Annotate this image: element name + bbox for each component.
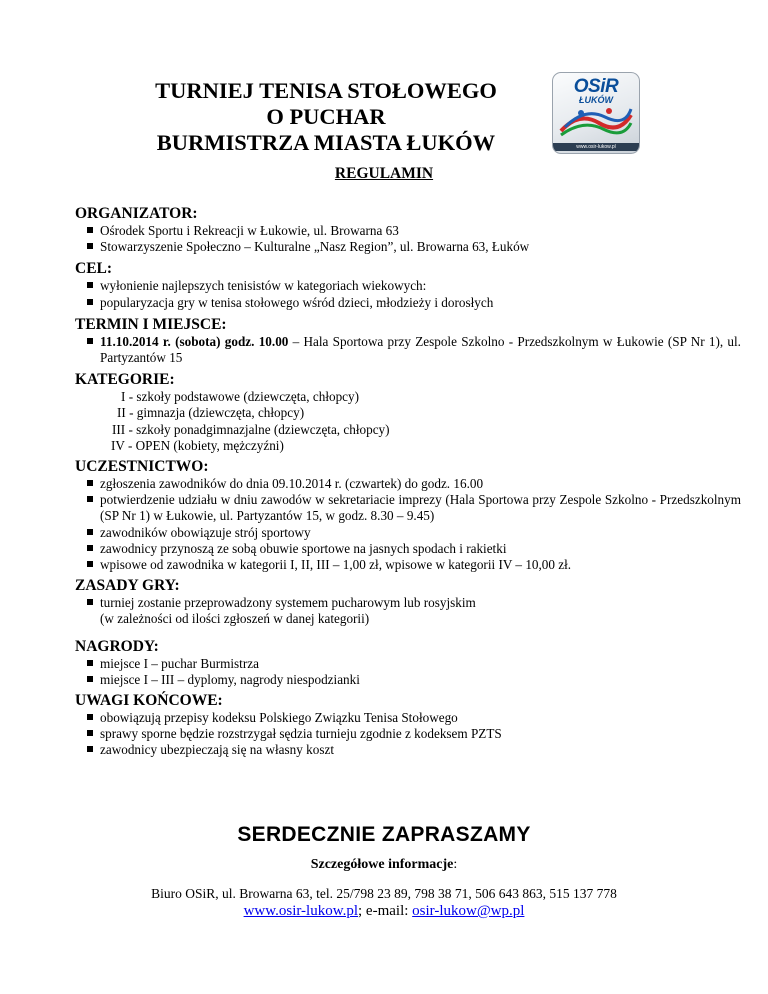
list-item: zgłoszenia zawodników do dnia 09.10.2014 r. (czwartek) do godz. 16.00 <box>75 476 741 492</box>
website-link[interactable]: www.osir-lukow.pl <box>243 903 358 919</box>
termin-list <box>75 334 741 366</box>
title-line-2: O PUCHAR <box>266 104 386 129</box>
list-item: miejsce I – III – dyplomy, nagrody niespodzianki <box>75 672 741 688</box>
bullet-icon <box>87 480 93 486</box>
email-separator: ; e-mail: <box>358 903 413 919</box>
invitation-heading: SERDECZNIE ZAPRASZAMY <box>237 823 531 846</box>
section-heading: NAGRODY: <box>75 637 159 655</box>
bullet-icon <box>87 338 93 344</box>
section-heading: CEL: <box>75 260 113 278</box>
list-item: obowiązują przepisy kodeksu Polskiego Związku Tenisa Stołowego <box>75 710 741 726</box>
links-line <box>0 903 768 920</box>
contact-info: Biuro OSiR, ul. Browarna 63, tel. 25/798 23 89, 798 38 71, 506 643 863, 515 137 778 <box>151 886 617 901</box>
list-item <box>75 334 741 366</box>
uczestnictwo-list <box>75 476 741 573</box>
event-date: 11.10.2014 r. (sobota) godz. 10.00 <box>100 333 289 349</box>
bullet-icon <box>87 714 93 720</box>
section-cel <box>75 260 741 310</box>
bullet-icon <box>87 676 93 682</box>
title-line-1: TURNIEJ TENISA STOŁOWEGO <box>155 78 497 103</box>
cel-list <box>75 278 741 310</box>
list-item: zawodników obowiązuje strój sportowy <box>75 525 741 541</box>
list-item: potwierdzenie udziału w dniu zawodów w sekretariacie imprezy (Hala Sportowa przy Zespole Szkolno - Przedszkolnym (SP Nr 1) w Łukowie, ul. Partyzantów 15, w godz. 8.30 – 9.45) <box>75 492 741 524</box>
list-item: Stowarzyszenie Społeczno – Kulturalne „Nasz Region”, ul. Browarna 63, Łuków <box>75 239 741 255</box>
list-item: wyłonienie najlepszych tenisistów w kategoriach wiekowych: <box>75 278 741 294</box>
kategorie-list <box>75 389 741 454</box>
bullet-icon <box>87 299 93 305</box>
category-item: III - szkoły ponadgimnazjalne (dziewczęta, chłopcy) <box>112 421 390 437</box>
organizator-list <box>75 223 741 255</box>
bullet-icon <box>87 227 93 233</box>
bullet-icon <box>87 561 93 567</box>
email-link[interactable]: osir-lukow@wp.pl <box>412 903 525 919</box>
bullet-icon <box>87 660 93 666</box>
section-kategorie <box>75 371 741 454</box>
list-item: popularyzacja gry w tenisa stołowego wśród dzieci, młodzieży i dorosłych <box>75 295 741 311</box>
osir-lukow-logo <box>552 72 640 154</box>
list-item: zawodnicy przynoszą ze sobą obuwie sportowe na jasnych spodach i rakietki <box>75 541 741 557</box>
zasady-list <box>75 595 741 627</box>
section-heading: ZASADY GRY: <box>75 577 180 595</box>
section-uczestnictwo <box>75 458 741 573</box>
list-item: zawodnicy ubezpieczają się na własny koszt <box>75 742 741 758</box>
list-item: wpisowe od zawodnika w kategorii I, II, III – 1,00 zł, wpisowe w kategorii IV – 10,00 zł. <box>75 557 741 573</box>
list-item: turniej zostanie przeprowadzony systemem pucharowym lub rosyjskim (w zależności od ilości zgłoszeń w danej kategorii) <box>75 595 741 627</box>
bullet-icon <box>87 730 93 736</box>
bullet-icon <box>87 243 93 249</box>
section-termin <box>75 316 741 366</box>
section-organizator <box>75 205 741 255</box>
logo-subtext: ŁUKÓW <box>579 95 613 105</box>
section-zasady <box>75 577 741 627</box>
section-heading: TERMIN I MIEJSCE: <box>75 315 227 333</box>
list-item: Ośrodek Sportu i Rekreacji w Łukowie, ul. Browarna 63 <box>75 223 741 239</box>
section-uwagi <box>75 692 741 759</box>
bullet-icon <box>87 529 93 535</box>
section-heading: UWAGI KOŃCOWE: <box>75 692 223 710</box>
title-line-3: BURMISTRZA MIASTA ŁUKÓW <box>156 130 496 155</box>
bullet-icon <box>87 496 93 502</box>
event-location: – Hala Sportowa przy Zespole Szkolno - Przedszkolnym w Łukowie (SP Nr 1), ul. Partyzantów 15 <box>100 333 741 366</box>
list-item: sprawy sporne będzie rozstrzygał sędzia turnieju zgodnie z kodeksem PZTS <box>75 726 741 742</box>
category-item: IV - OPEN (kobiety, mężczyźni) <box>111 437 284 453</box>
section-heading: ORGANIZATOR: <box>75 205 198 222</box>
uwagi-list <box>75 710 741 759</box>
bullet-icon <box>87 545 93 551</box>
bullet-icon <box>87 599 93 605</box>
bullet-icon <box>87 746 93 752</box>
logo-sport-figures-icon <box>559 105 633 139</box>
logo-text: OSiR <box>573 76 619 97</box>
document-title <box>116 78 536 156</box>
details-label: Szczegółowe informacje: <box>310 857 458 872</box>
list-item: miejsce I – puchar Burmistrza <box>75 656 741 672</box>
nagrody-list <box>75 656 741 688</box>
category-item: II - gimnazja (dziewczęta, chłopcy) <box>117 405 305 421</box>
section-heading: KATEGORIE: <box>75 371 175 389</box>
rules-content <box>75 205 741 759</box>
regulamin-heading: REGULAMIN <box>334 165 434 182</box>
logo-url: www.osir-lukow.pl <box>553 143 639 151</box>
category-item: I - szkoły podstawowe (dziewczęta, chłopcy) <box>121 389 360 405</box>
bullet-icon <box>87 282 93 288</box>
section-heading: UCZESTNICTWO: <box>75 458 209 476</box>
section-nagrody <box>75 638 741 688</box>
